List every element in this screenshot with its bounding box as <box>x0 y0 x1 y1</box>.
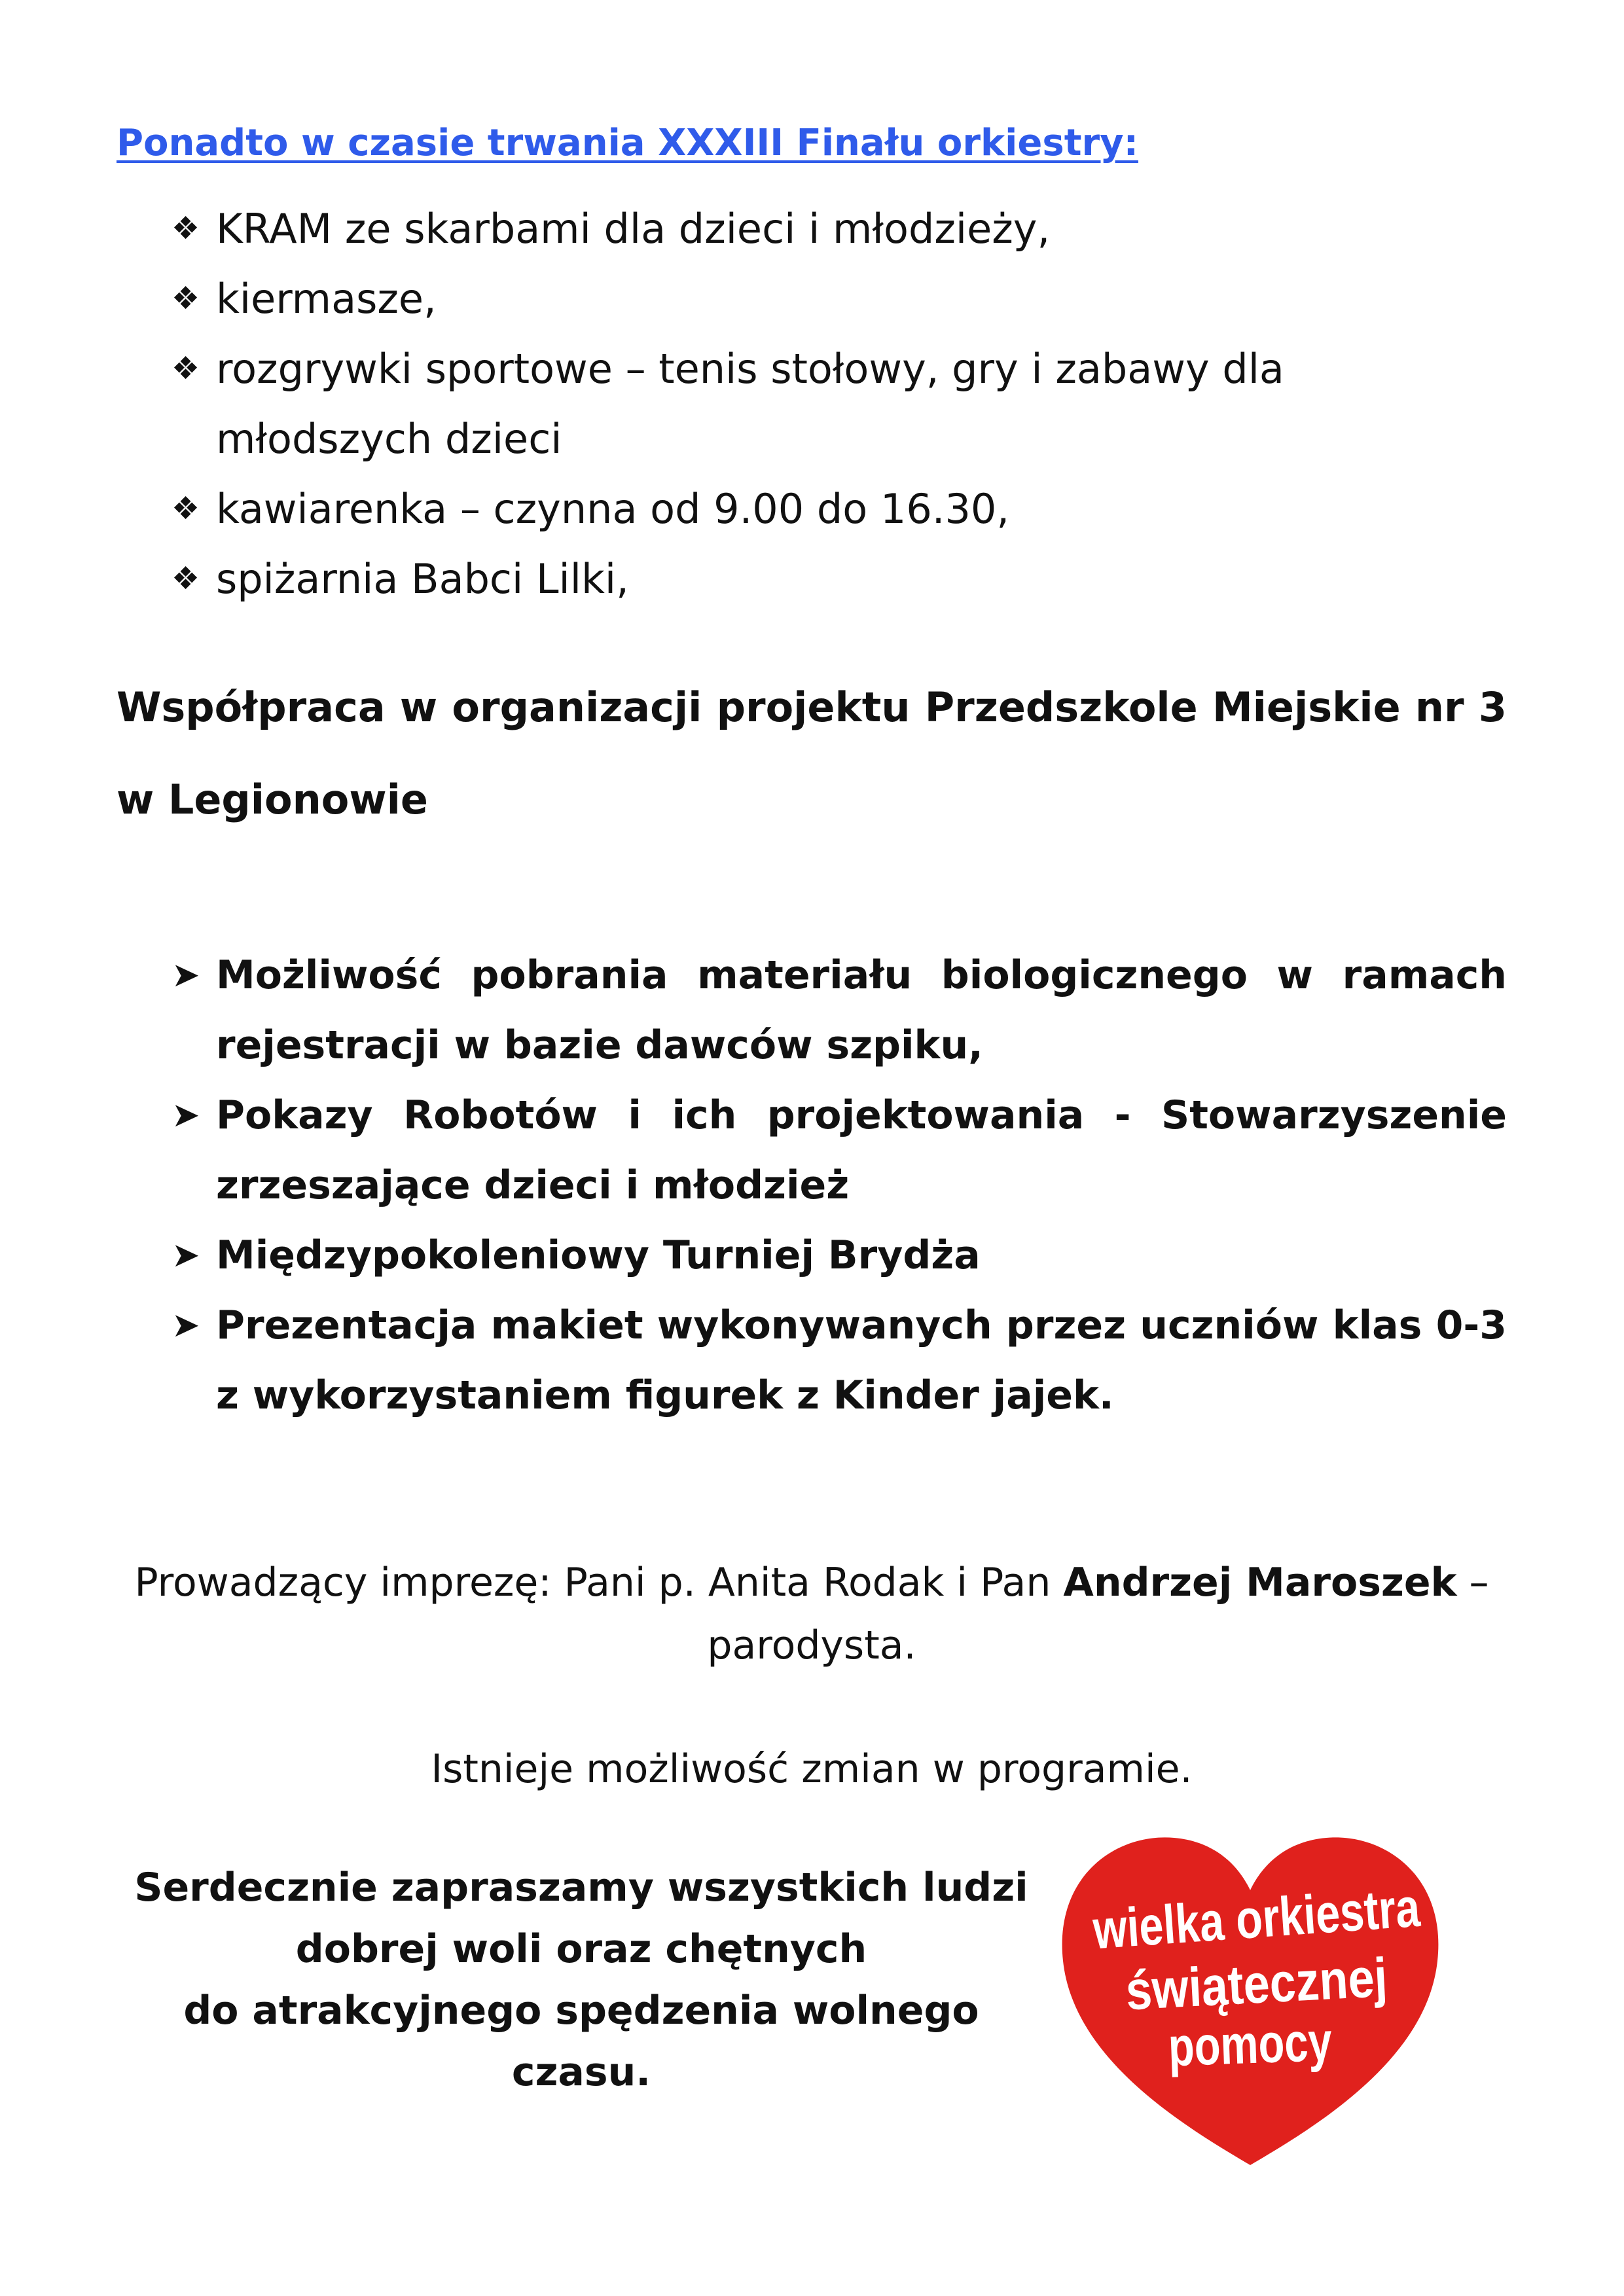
logo-text-line: wielka orkiestra <box>1091 1870 1507 1961</box>
cooperation-note: Współpraca w organizacji projektu Przedszkole Miejskie nr 3 w Legionowie <box>117 683 1507 823</box>
changes-note: Istnieje możliwość zmian w programie. <box>431 1746 1193 1792</box>
list-item <box>171 264 1507 334</box>
list-item-text: Międzypokoleniowy Turniej Brydża <box>216 1232 981 1278</box>
list-item <box>171 941 1507 1081</box>
invitation-line: dobrej woli oraz chętnych <box>295 1926 867 1972</box>
host-name: Andrzej Maroszek <box>1063 1560 1457 1605</box>
diamond-bullet-icon: ❖ <box>171 350 200 387</box>
diamond-bullet-icon: ❖ <box>171 490 200 527</box>
arrow-bullet-icon: ➤ <box>171 1306 200 1345</box>
list-item <box>171 474 1507 544</box>
diamond-bullet-icon: ❖ <box>171 210 200 247</box>
host-note <box>117 1551 1507 1677</box>
diamond-bullet-icon: ❖ <box>171 560 200 597</box>
attractions-list <box>171 194 1507 614</box>
list-item <box>171 1221 1507 1291</box>
list-item-text: Możliwość pobrania materiału biologicznego w ramach rejestracji w bazie dawców szpiku, <box>216 952 1507 1068</box>
invitation-line: Serdecznie zapraszamy wszystkich ludzi <box>134 1865 1028 1910</box>
logo-text-line: świątecznej <box>1124 1944 1433 2022</box>
arrow-bullet-icon: ➤ <box>171 1096 200 1135</box>
arrow-bullet-icon: ➤ <box>171 1236 200 1275</box>
list-item <box>171 194 1507 264</box>
wosp-heart-logo <box>1041 1806 1507 2173</box>
invitation-line: do atrakcyjnego spędzenia wolnego czasu. <box>183 1988 979 2095</box>
logo-text-line: pomocy <box>1167 2009 1380 2078</box>
host-prefix: Prowadzący imprezę: Pani p. Anita Rodak i Pan <box>134 1560 1064 1605</box>
list-item-text: Prezentacja makiet wykonywanych przez uczniów klas 0-3 z wykorzystaniem figurek z Kinder jajek. <box>216 1302 1507 1418</box>
list-item-text: Pokazy Robotów i ich projektowania - Stowarzyszenie zrzeszające dzieci i młodzież <box>216 1092 1507 1208</box>
host-suffix: – parodysta. <box>707 1560 1489 1668</box>
events-list <box>171 941 1507 1431</box>
list-item-text: rozgrywki sportowe – tenis stołowy, gry i zabawy dla młodszych dzieci <box>216 345 1284 463</box>
arrow-bullet-icon: ➤ <box>171 956 200 995</box>
list-item <box>171 544 1507 614</box>
list-item-text: spiżarnia Babci Lilki, <box>216 555 629 603</box>
section-heading: Ponadto w czasie trwania XXXIII Finału orkiestry: <box>117 122 1138 164</box>
list-item-text: kawiarenka – czynna od 9.00 do 16.30, <box>216 485 1010 533</box>
list-item <box>171 1291 1507 1431</box>
list-item <box>171 1081 1507 1221</box>
invitation <box>117 1857 1046 2103</box>
list-item-text: kiermasze, <box>216 275 437 323</box>
list-item-text: KRAM ze skarbami dla dzieci i młodzieży, <box>216 205 1051 253</box>
list-item <box>171 334 1507 474</box>
diamond-bullet-icon: ❖ <box>171 280 200 317</box>
